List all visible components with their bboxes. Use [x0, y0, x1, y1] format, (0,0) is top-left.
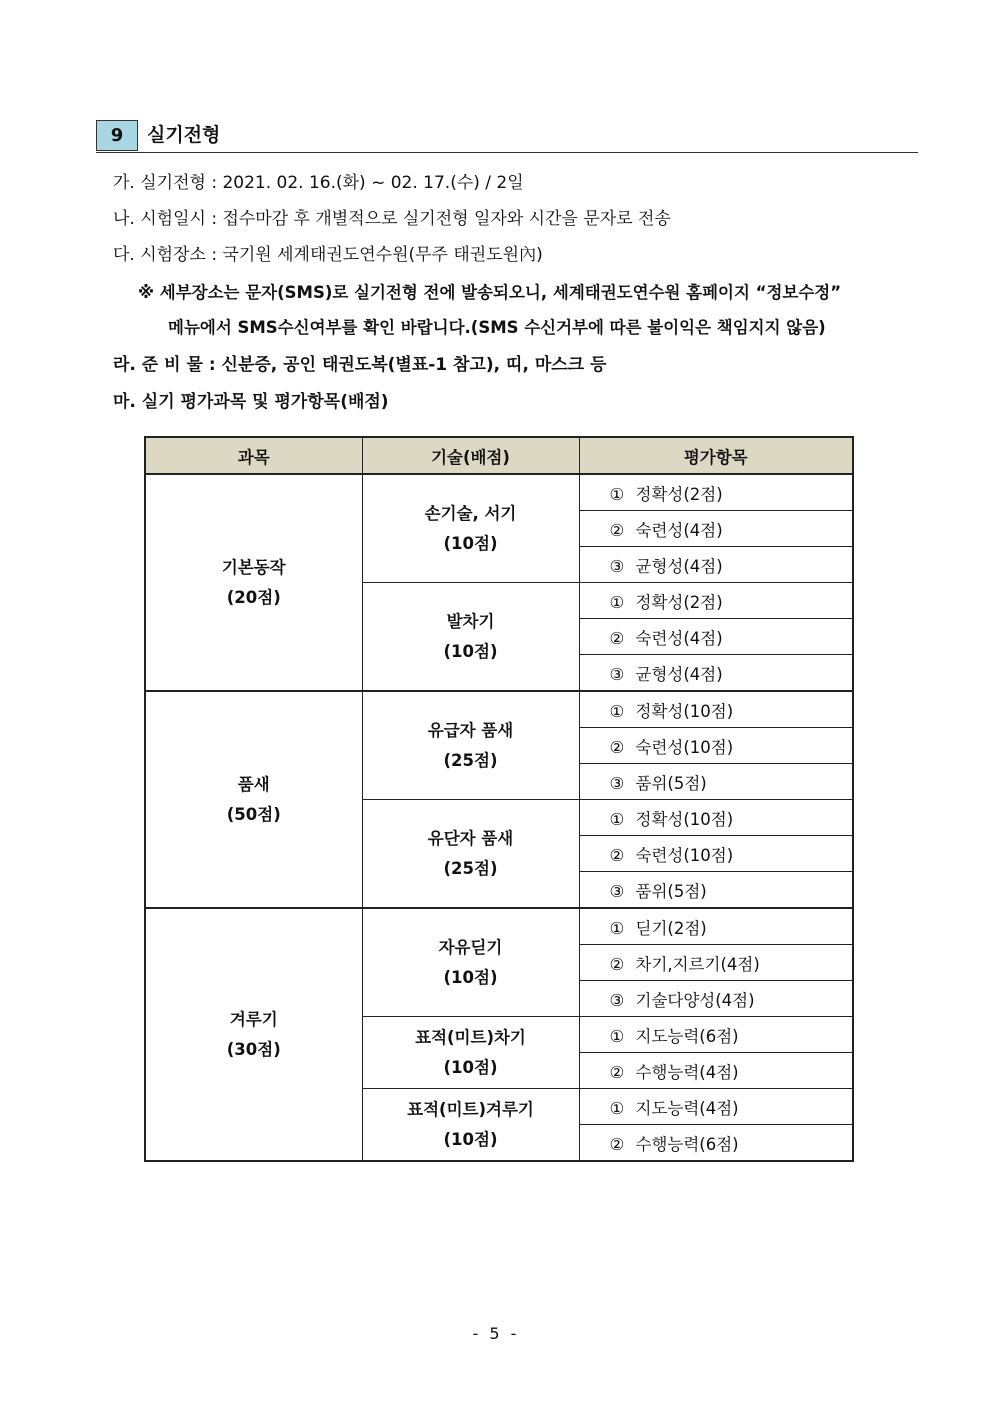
header-subject: 과목: [145, 437, 362, 474]
skill-score: (10점): [443, 1057, 498, 1077]
table-row: [145, 908, 853, 945]
evaluation-item: [579, 1017, 853, 1053]
item-label: 정확성(2점): [635, 592, 723, 612]
skill-name: 표적(미트)겨루기: [407, 1099, 534, 1119]
table-header-row: [145, 437, 853, 474]
page-number: - 5 -: [472, 1324, 520, 1343]
category-score: (30점): [226, 1039, 281, 1059]
item-number: ②: [609, 520, 625, 540]
skill-name: 손기술, 서기: [424, 503, 517, 523]
item-number: ②: [609, 1062, 625, 1082]
header-skill: 기술(배점): [362, 437, 579, 474]
category-cell: [145, 691, 362, 908]
preparation-line: 라. 준 비 물 : 신분증, 공인 태권도복(별표-1 참고), 띠, 마스크 등: [113, 355, 607, 375]
item-number: ②: [609, 845, 625, 865]
evaluation-item: [579, 1089, 853, 1125]
item-number: ①: [609, 1098, 625, 1118]
item-number: ③: [609, 990, 625, 1010]
skill-score: (10점): [443, 641, 498, 661]
evaluation-item: [579, 800, 853, 836]
evaluation-item: [579, 691, 853, 728]
category-name: 품새: [237, 774, 270, 794]
evaluation-item: [579, 945, 853, 981]
item-number: ①: [609, 592, 625, 612]
skill-score: (25점): [443, 750, 498, 770]
evaluation-item: [579, 1125, 853, 1162]
evaluation-item: [579, 619, 853, 655]
section-title: 실기전형: [147, 124, 221, 146]
skill-score: (10점): [443, 533, 498, 553]
skill-name: 자유딛기: [438, 937, 503, 957]
item-label: 숙련성(4점): [635, 628, 723, 648]
exam-time-line: 나. 시험일시 : 접수마감 후 개별적으로 실기전형 일자와 시간을 문자로 전송: [113, 209, 671, 229]
item-number: ③: [609, 556, 625, 576]
category-cell: [145, 474, 362, 691]
evaluation-item: [579, 655, 853, 692]
item-label: 정확성(10점): [635, 701, 734, 721]
header-items: 평가항목: [579, 437, 853, 474]
category-name: 겨루기: [229, 1009, 278, 1029]
item-number: ②: [609, 628, 625, 648]
evaluation-item: [579, 872, 853, 909]
skill-name: 유급자 품새: [427, 720, 514, 740]
evaluation-item: [579, 474, 853, 511]
item-label: 숙련성(10점): [635, 845, 734, 865]
item-label: 품위(5점): [635, 773, 707, 793]
item-label: 지도능력(6점): [635, 1026, 739, 1046]
sms-note-line-1: ※ 세부장소는 문자(SMS)로 실기전형 전에 발송되오니, 세계태권도연수원 홈페이지 “정보수정”: [138, 283, 842, 302]
item-label: 수행능력(6점): [635, 1134, 739, 1154]
item-number: ②: [609, 1134, 625, 1154]
evaluation-item: [579, 836, 853, 872]
item-number: ③: [609, 881, 625, 901]
skill-score: (25점): [443, 858, 498, 878]
exam-location-line: 다. 시험장소 : 국기원 세계태권도연수원(무주 태권도원內): [113, 245, 543, 265]
skill-score: (10점): [443, 967, 498, 987]
item-label: 정확성(2점): [635, 484, 723, 504]
evaluation-item: [579, 583, 853, 619]
item-number: ②: [609, 737, 625, 757]
item-label: 균형성(4점): [635, 664, 723, 684]
sms-note-line-2: 메뉴에서 SMS수신여부를 확인 바랍니다.(SMS 수신거부에 따른 불이익은 책임지지 않음): [168, 318, 826, 337]
item-number: ①: [609, 918, 625, 938]
item-label: 차기,지르기(4점): [635, 954, 760, 974]
evaluation-heading: 마. 실기 평가과목 및 평가항목(배점): [113, 392, 389, 412]
item-label: 숙련성(10점): [635, 737, 734, 757]
evaluation-item: [579, 511, 853, 547]
item-label: 수행능력(4점): [635, 1062, 739, 1082]
section-number: 9: [96, 120, 138, 151]
evaluation-item: [579, 1053, 853, 1089]
item-number: ③: [609, 664, 625, 684]
item-label: 지도능력(4점): [635, 1098, 739, 1118]
item-label: 정확성(10점): [635, 809, 734, 829]
item-label: 딛기(2점): [635, 918, 707, 938]
item-number: ③: [609, 773, 625, 793]
item-number: ①: [609, 701, 625, 721]
skill-name: 유단자 품새: [427, 828, 514, 848]
category-cell: [145, 908, 362, 1161]
skill-cell: [362, 1089, 579, 1162]
skill-score: (10점): [443, 1129, 498, 1149]
item-label: 기술다양성(4점): [635, 990, 755, 1010]
category-score: (50점): [226, 804, 281, 824]
skill-cell: [362, 1017, 579, 1089]
skill-name: 표적(미트)차기: [415, 1027, 526, 1047]
item-number: ②: [609, 954, 625, 974]
item-number: ①: [609, 1026, 625, 1046]
skill-cell: [362, 800, 579, 909]
item-number: ①: [609, 484, 625, 504]
section-header: [96, 120, 918, 153]
evaluation-table: [144, 436, 854, 1162]
table-row: [145, 691, 853, 728]
item-label: 숙련성(4점): [635, 520, 723, 540]
item-label: 품위(5점): [635, 881, 707, 901]
item-number: ①: [609, 809, 625, 829]
evaluation-item: [579, 547, 853, 583]
evaluation-item: [579, 728, 853, 764]
category-score: (20점): [226, 587, 281, 607]
evaluation-item: [579, 981, 853, 1017]
evaluation-item: [579, 764, 853, 800]
table-row: [145, 474, 853, 511]
skill-cell: [362, 474, 579, 583]
skill-cell: [362, 691, 579, 800]
table-body: [145, 474, 853, 1161]
item-label: 균형성(4점): [635, 556, 723, 576]
evaluation-item: [579, 908, 853, 945]
schedule-line: 가. 실기전형 : 2021. 02. 16.(화) ~ 02. 17.(수) / 2일: [113, 173, 524, 193]
skill-cell: [362, 908, 579, 1017]
skill-name: 발차기: [446, 611, 495, 631]
category-name: 기본동작: [221, 557, 286, 577]
skill-cell: [362, 583, 579, 692]
